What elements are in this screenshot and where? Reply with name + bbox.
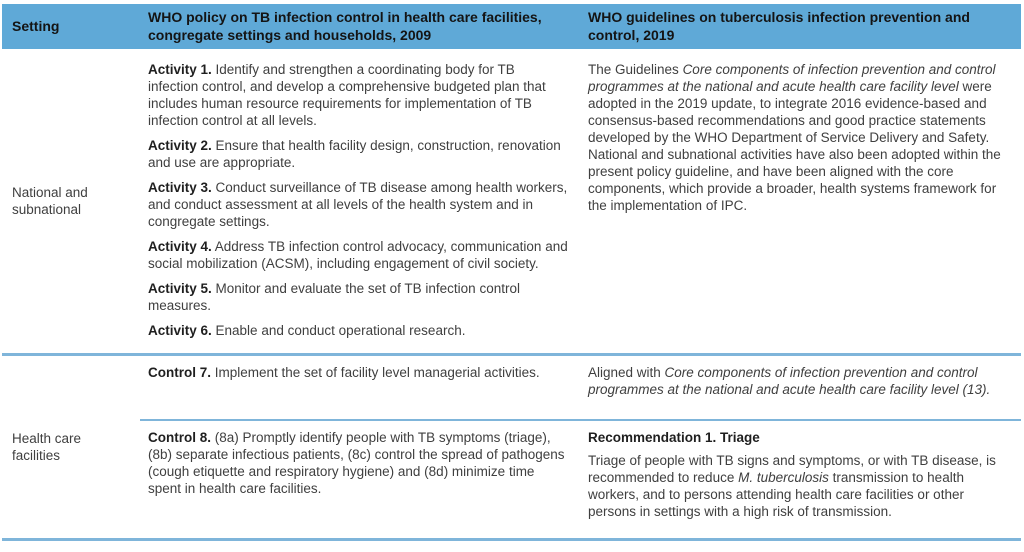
activity-item-1 [148, 61, 568, 129]
m-tuberculosis-italic: M. tuberculosis [738, 470, 829, 485]
guidelines-paragraph [588, 61, 1013, 214]
guidelines-2019-cell [580, 49, 1021, 353]
activity-item-5 [148, 280, 568, 314]
activity-item-6 [148, 322, 568, 339]
recommendation-prefix: Triage of people with TB signs and symptoms, or with TB disease, is recommended to reduce [588, 453, 996, 485]
comparison-table [2, 4, 1021, 541]
activity-text: Identify and strengthen a coordinating body for TB infection control, and develop a comprehensive budgeted plan that includes human resource requirements for implementation of TB infection control at all levels. [148, 62, 546, 128]
activity-label: Activity 3. [148, 180, 212, 195]
activity-item-3 [148, 179, 568, 230]
activity-label: Activity 1. [148, 62, 212, 77]
header-cell-guidelines-2019: WHO guidelines on tuberculosis infection prevention and control, 2019 [588, 9, 970, 43]
row-health-care-facilities [2, 356, 1021, 541]
recommendation-heading: Recommendation 1. Triage [588, 430, 760, 445]
table-header-row [2, 4, 1021, 49]
guidelines-text-suffix: were adopted in the 2019 update, to integrate 2016 evidence-based and consensus-based recommendations and good practice statements developed by the WHO Department of Service Delivery and Safety. National and subnational activities have also been adopted within the present policy guideline, and have been aligned with the core components, which provide a broader, health systems framework for the implementation of IPC. [588, 79, 1001, 213]
control-text: Implement the set of facility level managerial activities. [211, 365, 540, 380]
setting-label-national: National and subnational [12, 185, 88, 217]
control-7-cell [140, 356, 580, 419]
header-cell-policy-2009: WHO policy on TB infection control in health care facilities, congregate settings and households, 2009 [148, 9, 542, 43]
control-8-cell [140, 421, 580, 538]
aligned-title-italic: Core components of infection prevention and control programmes at the national and acute health care facility level (13). [588, 365, 991, 397]
recommendation-cell [580, 421, 1021, 538]
activity-label: Activity 4. [148, 239, 212, 254]
activity-text: Enable and conduct operational research. [211, 323, 466, 338]
subrow-control-8 [140, 421, 1021, 538]
health-care-subrows [140, 356, 1021, 538]
guidelines-text-prefix: The Guidelines [588, 62, 683, 77]
setting-label-health-care: Health care facilities [12, 431, 82, 463]
control-7-paragraph [148, 364, 568, 381]
activity-item-4 [148, 238, 568, 272]
guidelines-title-italic: Core components of infection prevention and control programmes at the national and acute health care facility level [588, 62, 996, 94]
subrow-control-7 [140, 356, 1021, 421]
activity-text: Monitor and evaluate the set of TB infection control measures. [148, 281, 520, 313]
recommendation-paragraph [588, 452, 1013, 520]
row-national-subnational [2, 49, 1021, 356]
activity-label: Activity 5. [148, 281, 212, 296]
aligned-note-paragraph [588, 364, 1013, 398]
aligned-note-cell [580, 356, 1021, 419]
header-cell-setting: Setting [12, 17, 60, 34]
policy-activities-cell [140, 49, 580, 353]
activity-text: Address TB infection control advocacy, communication and social mobilization (ACSM), including engagement of civil society. [148, 239, 568, 271]
activity-label: Activity 6. [148, 323, 212, 338]
control-label: Control 7. [148, 365, 211, 380]
recommendation-suffix: transmission to health workers, and to persons attending health care facilities or other persons in settings with a high risk of transmission. [588, 470, 964, 519]
activity-label: Activity 2. [148, 138, 212, 153]
activity-item-2 [148, 137, 568, 171]
control-label: Control 8. [148, 430, 211, 445]
activity-text: Conduct surveillance of TB disease among health workers, and conduct assessment at all levels of the health system and in congregate settings. [148, 180, 568, 229]
activity-text: Ensure that health facility design, construction, renovation and use are appropriate. [148, 138, 561, 170]
aligned-prefix: Aligned with [588, 365, 665, 380]
control-text: (8a) Promptly identify people with TB symptoms (triage), (8b) separate infectious patients, (8c) control the spread of pathogens (cough etiquette and respiratory hygiene) and (8d) minimize time spent in health care facilities. [148, 430, 565, 496]
control-8-paragraph [148, 429, 568, 497]
